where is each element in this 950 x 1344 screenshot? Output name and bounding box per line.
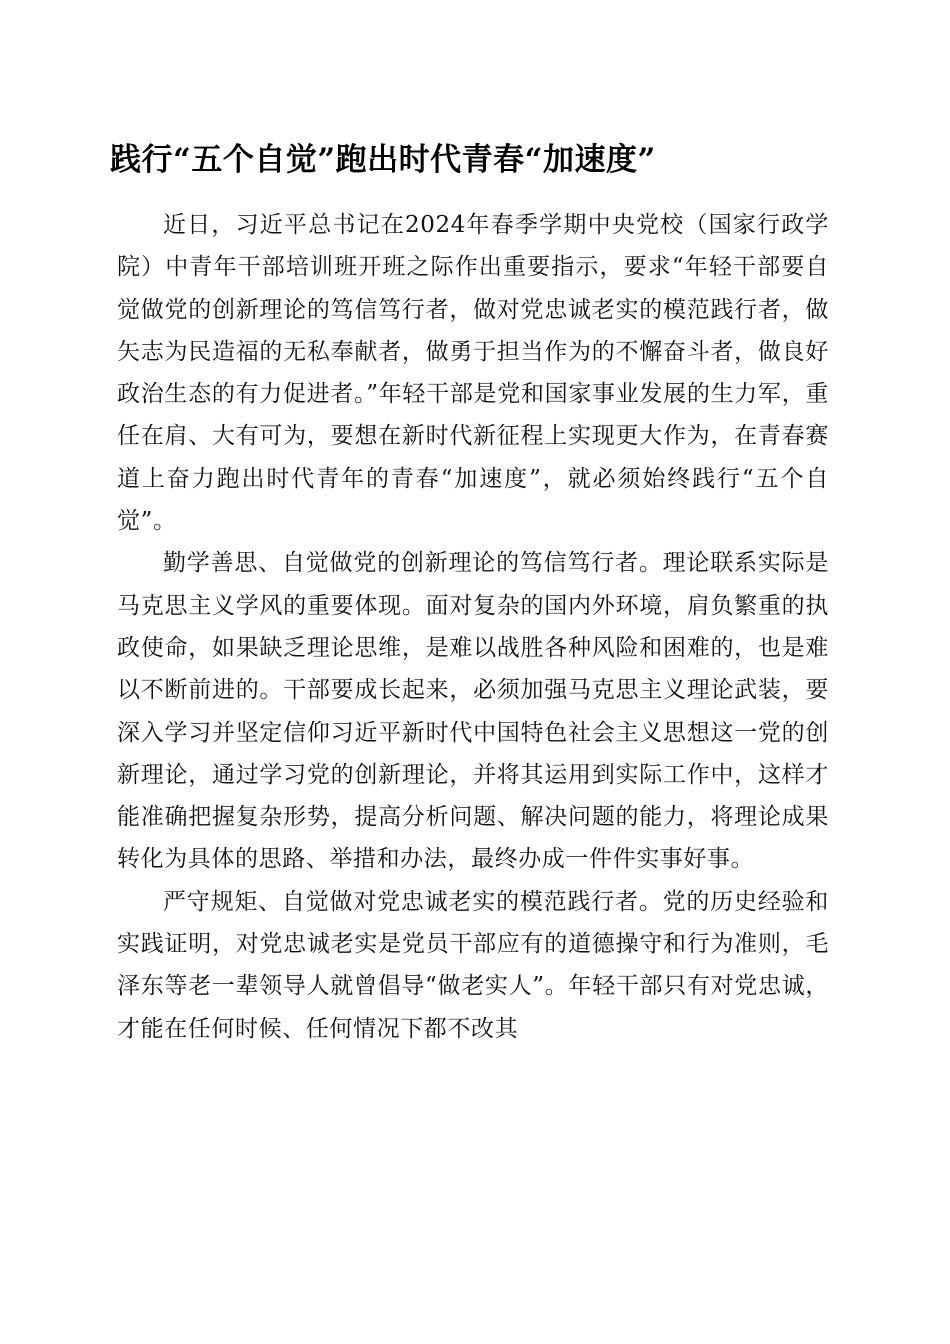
- paragraph-loyalty: 严守规矩、自觉做对党忠诚老实的模范践行者。党的历史经验和实践证明，对党忠诚老实是党员干部应有的道德操守和行为准则，毛泽东等老一辈领导人就曾倡导“做老实人”。年轻干部只有对党忠诚，才能在任何时候、任何情况下都不改其: [117, 888, 829, 1042]
- document-body: [117, 204, 829, 1050]
- paragraph-theory: 勤学善思、自觉做党的创新理论的笃信笃行者。理论联系实际是马克思主义学风的重要体现。面对复杂的国内外环境，肩负繁重的执政使命，如果缺乏理论思维，是难以战胜各种风险和困难的，也是难以不断前进的。干部要成长起来，必须加强马克思主义理论武装，要深入学习并坚定信仰习近平新时代中国特色社会主义思想这一党的创新理论，通过学习党的创新理论，并将其运用到实际工作中，这样才能准确把握复杂形势，提高分析问题、解决问题的能力，将理论成果转化为具体的思路、举措和办法，最终办成一件件实事好事。: [117, 550, 829, 873]
- paragraph-intro: 近日，习近平总书记在2024年春季学期中央党校（国家行政学院）中青年干部培训班开班之际作出重要指示，要求“年轻干部要自觉做党的创新理论的笃信笃行者，做对党忠诚老实的模范践行者，做矢志为民造福的无私奉献者，做勇于担当作为的不懈奋斗者，做良好政治生态的有力促进者。”年轻干部是党和国家事业发展的生力军，重任在肩、大有可为，要想在新时代新征程上实现更大作为，在青春赛道上奋力跑出时代青年的青春“加速度”，就必须始终践行“五个自觉”。: [117, 212, 829, 535]
- document-title: 践行“五个自觉”跑出时代青春“加速度”: [110, 142, 656, 178]
